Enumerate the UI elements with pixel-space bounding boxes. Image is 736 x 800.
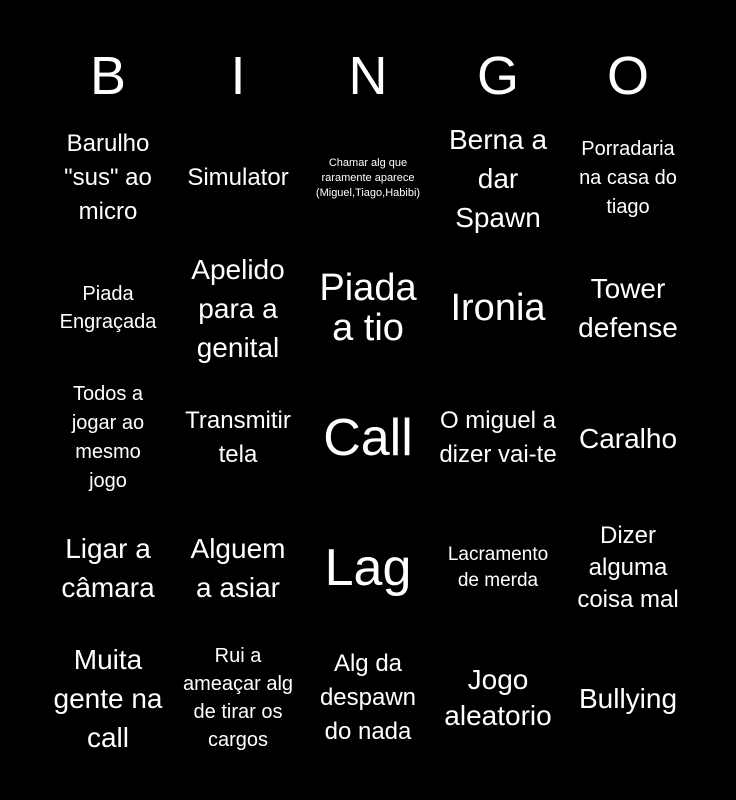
- bingo-cell-r2c2[interactable]: [173, 243, 303, 373]
- bingo-cell-r2c4[interactable]: [433, 243, 563, 373]
- bingo-cell-r1c4[interactable]: [433, 113, 563, 243]
- bingo-cell-r3c2[interactable]: [173, 373, 303, 503]
- bingo-cell-r3c4[interactable]: [433, 373, 563, 503]
- cell-text: Simulator: [187, 164, 289, 191]
- cell-text: Chamar alg que raramente aparece (Miguel,Tiago,Habibi): [315, 156, 421, 199]
- bingo-cell-r3c3[interactable]: [303, 373, 433, 503]
- cell-text: Piada Engraçada: [59, 283, 157, 333]
- header-letter-i: I: [230, 46, 246, 106]
- bingo-cell-r5c5[interactable]: [563, 633, 693, 763]
- cell-text: Alg da despawn do nada: [319, 650, 417, 745]
- bingo-cell-r4c4[interactable]: [433, 503, 563, 633]
- bingo-cell-r1c2[interactable]: [173, 113, 303, 243]
- bingo-grid: [43, 113, 693, 763]
- cell-text: Tower defense: [578, 273, 678, 343]
- header-letter-o: O: [606, 46, 649, 106]
- header-letter-g: G: [476, 46, 519, 106]
- cell-text: Berna a dar Spawn: [448, 123, 548, 233]
- cell-text: Ironia: [450, 287, 546, 329]
- bingo-cell-r2c1[interactable]: [43, 243, 173, 373]
- bingo-header: [43, 40, 693, 112]
- cell-text: Todos a jogar ao mesmo jogo: [71, 383, 145, 492]
- cell-text: Barulho "sus" ao micro: [64, 130, 152, 225]
- cell-text: Apelido para a genital: [191, 253, 285, 363]
- bingo-cell-r2c5[interactable]: [563, 243, 693, 373]
- cell-text: Caralho: [578, 422, 678, 454]
- cell-text: Muita gente na call: [53, 643, 163, 753]
- header-letter-b: B: [89, 46, 127, 106]
- header-letter-n: N: [348, 46, 388, 106]
- cell-text: Ligar a câmara: [61, 533, 155, 603]
- cell-text: Lag: [324, 539, 412, 597]
- cell-text: Piada a tio: [319, 267, 417, 349]
- cell-text: Dizer alguma coisa mal: [577, 522, 679, 613]
- cell-text: Call: [323, 409, 413, 467]
- cell-text: Transmitir tela: [185, 407, 291, 468]
- bingo-cell-r5c1[interactable]: [43, 633, 173, 763]
- bingo-cell-r5c3[interactable]: [303, 633, 433, 763]
- cell-text: Rui a ameaçar alg de tirar os cargos: [182, 645, 294, 751]
- cell-text: Jogo aleatorio: [444, 664, 552, 731]
- bingo-cell-r1c3[interactable]: [303, 113, 433, 243]
- cell-text: O miguel a dizer vai-te: [439, 407, 557, 468]
- cell-text: Bullying: [578, 682, 678, 714]
- bingo-cell-r5c4[interactable]: [433, 633, 563, 763]
- bingo-cell-r1c5[interactable]: [563, 113, 693, 243]
- bingo-cell-r4c3[interactable]: [303, 503, 433, 633]
- bingo-cell-r5c2[interactable]: [173, 633, 303, 763]
- bingo-cell-r2c3[interactable]: [303, 243, 433, 373]
- cell-text: Alguem a asiar: [190, 533, 286, 603]
- bingo-cell-r3c5[interactable]: [563, 373, 693, 503]
- bingo-cell-r1c1[interactable]: [43, 113, 173, 243]
- cell-text: Porradaria na casa do tiago: [579, 137, 677, 218]
- cell-text: Lacramento de merda: [447, 544, 549, 591]
- bingo-cell-r4c1[interactable]: [43, 503, 173, 633]
- bingo-cell-r4c5[interactable]: [563, 503, 693, 633]
- bingo-cell-r4c2[interactable]: [173, 503, 303, 633]
- bingo-cell-r3c1[interactable]: [43, 373, 173, 503]
